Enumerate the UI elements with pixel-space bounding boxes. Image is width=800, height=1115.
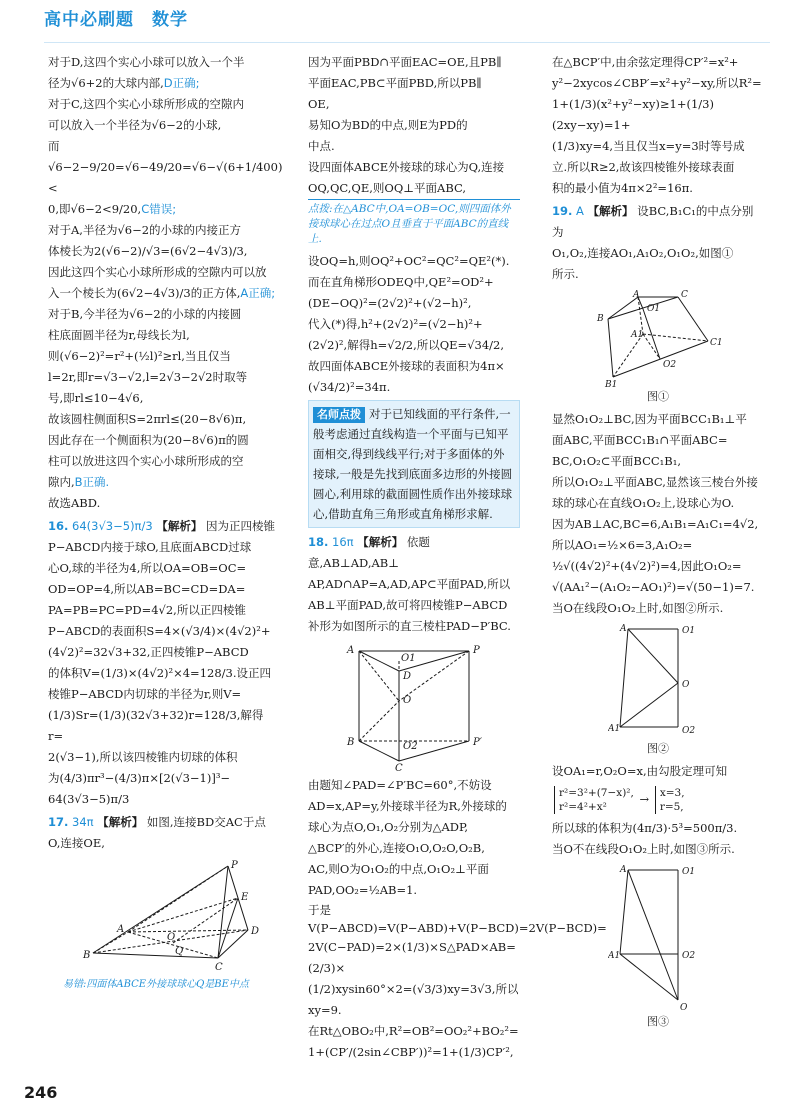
- figure-q17: [63, 858, 263, 991]
- text-line: 而在直角梯形ODEQ中,QE²=OD²+: [308, 275, 494, 289]
- text-line: ½√((4√2)²+(4√2)²)=4,因此O₁O₂=: [552, 559, 742, 573]
- arrow: →: [639, 792, 650, 806]
- analysis-tag: 【解析】: [587, 204, 634, 218]
- figure-1: [593, 289, 723, 405]
- equation-system: [552, 784, 764, 816]
- label-B: B: [83, 950, 91, 961]
- label-D: D: [403, 671, 412, 682]
- text-line: 立.所以R≥2,故该四棱锥外接球表面: [552, 160, 735, 174]
- label-A1: A1: [608, 724, 621, 734]
- text-line: (DE−OQ)²=(2√2)²+(√2−h)²,: [308, 296, 472, 310]
- question-number: 16.: [48, 519, 69, 533]
- text-line: 对于C,这四个实心小球所形成的空隙内: [48, 97, 245, 111]
- label-O: O: [682, 680, 690, 690]
- text-line: 而√6−2−9/20=√6−49/20=√6−√(6+1/400)<: [48, 139, 283, 195]
- label-O: O: [167, 932, 176, 943]
- q17-head: 17. 34π 【解析】 如图,连接BD交AC于点: [48, 815, 266, 829]
- text-line: △BCP′的外心,连接O₁O,O₂O,O₂B,: [308, 841, 485, 855]
- text-line: P−ABCD内接于球O,且底面ABCD过球: [48, 540, 252, 554]
- text-line: 64(3√3−5)π/3: [48, 792, 130, 806]
- hint-note: 点拨:在△ABC中,OA=OB=OC,则四面体外接球球心在过点O且垂直于平面ABC的直线上.: [308, 203, 511, 245]
- text-line: 故四面体ABCE外接球的表面积为4π×: [308, 359, 505, 373]
- label-D: D: [251, 926, 260, 937]
- text-line: AB⊥平面PAD,故可将四棱锥P−ABCD: [308, 598, 508, 612]
- label-P-prime: P′: [473, 737, 482, 748]
- label-C1: C1: [710, 338, 723, 348]
- text-line: 显然O₁O₂⊥BC,因为平面BCC₁B₁⊥平: [552, 412, 747, 426]
- system-right: x=3, r=5,: [655, 786, 685, 814]
- question-number: 18.: [308, 535, 329, 549]
- analysis-tag: 【解析】: [97, 815, 144, 829]
- answer: 64(3√3−5)π/3: [72, 519, 153, 533]
- expert-tip-text: 对于已知线面的平行条件,一般考虑通过直线构造一个平面与已知平面相交,得到线线平行;对于多面体的外接球,一般是先找到底面多边形的外接圆圆心,利用球的截面圆性质作出外接球球心,借助直角三角形或直角梯形求解.: [313, 407, 513, 521]
- system-left: r²=3²+(7−x)², r²=4²+x²: [554, 786, 634, 814]
- label-O1: O1: [682, 626, 696, 636]
- text-line: P−ABCD的表面积S=4×(√3/4)×(4√2)²+: [48, 624, 271, 638]
- text-line: 号,即rl≤10−4√6,: [48, 391, 144, 405]
- text-line: 设四面体ABCE外接球的球心为Q,连接: [308, 160, 505, 174]
- text-line: 代入(*)得,h²+(2√2)²=(√2−h)²+: [308, 317, 483, 331]
- expert-tip-box: [308, 400, 520, 528]
- text-line: 因此这四个实心小球所形成的空隙内可以放: [48, 265, 267, 279]
- text-line: O,连接OE,: [48, 836, 105, 850]
- label-A: A: [347, 645, 355, 656]
- text-line: PAD,OO₂=½AB=1.: [308, 883, 418, 897]
- figure-q18: [339, 641, 489, 771]
- text-line: OD=OP=4,所以AB=BC=CD=DA=: [48, 582, 246, 596]
- text-line: 补形为如图所示的直三棱柱PAD−P′BC.: [308, 619, 511, 633]
- q19-head: 19. A 【解析】 设BC,B₁C₁的中点分别为: [552, 204, 754, 239]
- analysis-tag: 【解析】: [156, 519, 203, 533]
- text-line: 柱底面圆半径为r,母线长为l,: [48, 328, 190, 342]
- label-A: A: [620, 865, 627, 875]
- analysis-tag: 【解析】: [357, 535, 404, 549]
- label-B: B: [597, 314, 604, 324]
- text-line: √(AA₁²−(A₁O₂−AO₁)²)=√(50−1)=7.: [552, 580, 755, 594]
- text-line: l=2r,即r=√3−√2,l=2√3−2√2时取等: [48, 370, 248, 384]
- text-line: 体棱长为2(√6−2)/√3=(6√2−4√3)/3,: [48, 244, 248, 258]
- book-title: 高中必刷题 数学: [44, 10, 188, 30]
- answer: A: [576, 204, 584, 218]
- text-line: y²−2xycos∠CBP′=x²+y²−xy,所以R²=: [552, 76, 762, 90]
- label-O: O: [403, 695, 412, 706]
- label-A: A: [117, 924, 125, 935]
- text-line: 因为平面PBD∩平面EAC=OE,且PB∥: [308, 55, 502, 69]
- figure-2: [608, 623, 708, 757]
- text-line: 因为AB⊥AC,BC=6,A₁B₁=A₁C₁=4√2,: [552, 517, 759, 531]
- text-line: 入一个棱长为(6√2−4√3)/3的正方体,A正确;: [48, 286, 276, 300]
- label-E: E: [241, 892, 249, 903]
- figure-3: [608, 864, 708, 1030]
- text-line: 可以放入一个半径为√6−2的小球,: [48, 118, 222, 132]
- text-line: 面ABC,平面BCC₁B₁∩平面ABC=: [552, 433, 728, 447]
- text-line: 在△BCP′中,由余弦定理得CP′²=x²+: [552, 55, 739, 69]
- text-line: PA=PB=PC=PD=4√2,所以正四棱锥: [48, 603, 246, 617]
- question-number: 19.: [552, 204, 573, 218]
- label-P: P: [473, 645, 480, 656]
- text-line: 棱锥P−ABCD内切球的半径为r,则V=: [48, 687, 242, 701]
- figure-caption: 图③: [647, 1015, 669, 1028]
- label-C: C: [681, 290, 688, 300]
- text-line: 中点.: [308, 139, 335, 153]
- conclusion: 故选ABD.: [48, 496, 101, 510]
- text-line: AP,AD∩AP=A,AD,AP⊂平面PAD,所以: [308, 577, 511, 591]
- text-line: 为(4/3)πr³−(4/3)π×[2(√3−1)]³−: [48, 771, 231, 785]
- label-O1: O1: [401, 653, 416, 664]
- text-line: 设OQ=h,则OQ²+OC²=QC²=QE²(*).: [308, 254, 510, 268]
- column-right: [552, 52, 764, 1034]
- text-line: 积的最小值为4π×2²=16π.: [552, 181, 693, 195]
- text-line: 平面EAC,PB⊂平面PBD,所以PB∥: [308, 76, 482, 90]
- q18-head: 18. 16π 【解析】 依题意,AB⊥AD,AB⊥: [308, 535, 430, 570]
- text-line: AD=x,AP=y,外接球半径为R,外接球的: [308, 799, 507, 813]
- answer: 34π: [72, 815, 94, 829]
- text-line: 所以AO₁=½×6=3,A₁O₂=: [552, 538, 693, 552]
- text-line: 2V(C−PAD)=2×(1/3)×S△PAD×AB=(2/3)×: [308, 940, 516, 975]
- label-B1: B1: [605, 380, 618, 389]
- label-O1: O1: [682, 867, 696, 877]
- text-line: AC,则O为O₁O₂的中点,O₁O₂⊥平面: [308, 862, 489, 876]
- label-Q: Q: [175, 946, 184, 957]
- text-line: (1/3)xy=4,当且仅当x=y=3时等号成: [552, 139, 745, 153]
- frustum-diagram: [593, 289, 723, 389]
- text-line: 由题知∠PAD=∠P′BC=60°,不妨设: [308, 778, 492, 792]
- text-line: 径为√6+2的大球内部,D正确;: [48, 76, 200, 90]
- header-rule: [44, 42, 770, 43]
- text-line: 对于A,半径为√6−2的小球的内接正方: [48, 223, 242, 237]
- text-line: (1/2)xysin60°×2=(√3/3)xy=3√3,所以xy=9.: [308, 982, 519, 1017]
- pyramid-diagram: [63, 858, 263, 978]
- text-line: 对于B,今半径为√6−2的小球的内接圆: [48, 307, 242, 321]
- expert-tip-tag: 名师点拨: [313, 407, 365, 423]
- label-C: C: [395, 763, 403, 771]
- figure-caption: 图①: [647, 390, 669, 403]
- label-O: O: [680, 1003, 688, 1013]
- text-line: 1+(1/3)(x²+y²−xy)≥1+(1/3)(2xy−xy)=1+: [552, 97, 714, 132]
- option-verdict: A正确;: [240, 286, 276, 300]
- text-line: 对于D,这四个实心小球可以放入一个半: [48, 55, 245, 69]
- figure-caption: 图②: [647, 742, 669, 755]
- text-line: 0,即√6−2<9/20,C错误;: [48, 202, 177, 216]
- text-line: 于是V(P−ABCD)=V(P−ABD)+V(P−BCD)=2V(P−BCD)=: [308, 903, 607, 935]
- text-line: 故该圆柱侧面积S=2πrl≤(20−8√6)π,: [48, 412, 247, 426]
- text-line: 所以O₁O₂⊥平面ABC,显然该三棱台外接: [552, 475, 758, 489]
- text-line: 当O在线段O₁O₂上时,如图②所示.: [552, 601, 724, 615]
- text-line: 当O不在线段O₁O₂上时,如图③所示.: [552, 842, 735, 856]
- option-verdict: D正确;: [163, 76, 200, 90]
- label-A: A: [633, 290, 640, 300]
- text-line: 所示.: [552, 267, 579, 281]
- text-line: (1/3)Sr=(1/3)(32√3+32)r=128/3,解得r=: [48, 708, 264, 743]
- label-P: P: [231, 860, 238, 871]
- prism-diagram: [339, 641, 489, 771]
- text-line: 球心为点O,O₁,O₂分别为△ADP,: [308, 820, 469, 834]
- label-A1: A1: [631, 330, 644, 340]
- label-O1: O1: [647, 304, 661, 314]
- text-line: 易知O为BD的中点,则E为PD的: [308, 118, 468, 132]
- text-line: 在Rt△OBO₂中,R²=OB²=OO₂²+BO₂²=: [308, 1024, 519, 1038]
- option-verdict: B正确.: [74, 475, 110, 489]
- cross-section-diagram-2: [608, 623, 708, 741]
- label-O2: O2: [403, 741, 418, 752]
- q16-head: 16. 64(3√3−5)π/3 【解析】 因为正四棱锥: [48, 519, 275, 533]
- label-A1: A1: [608, 951, 621, 961]
- text-line: 心O,球的半径为4,所以OA=OB=OC=: [48, 561, 247, 575]
- text-line: 2(√3−1),所以该四棱锥内切球的体积: [48, 750, 238, 764]
- column-left: [48, 52, 283, 995]
- text-line: O₁,O₂,连接AO₁,A₁O₂,O₁O₂,如图①: [552, 246, 734, 260]
- text-line: OE,: [308, 97, 330, 111]
- text-line: 的体积V=(1/3)×(4√2)²×4=128/3.设正四: [48, 666, 271, 680]
- option-verdict: C错误;: [141, 202, 177, 216]
- label-C: C: [215, 962, 223, 973]
- text-line: 因此存在一个侧面积为(20−8√6)π的圆: [48, 433, 249, 447]
- answer: 16π: [332, 535, 354, 549]
- text-line: OQ,QC,QE,则OQ⊥平面ABC,: [308, 178, 520, 200]
- text-line: 隙内,B正确.: [48, 475, 110, 489]
- text-line: 柱可以放进这四个实心小球所形成的空: [48, 454, 244, 468]
- label-O2: O2: [663, 360, 677, 370]
- label-O2: O2: [682, 951, 696, 961]
- figure-note: 易错:四面体ABCE外接球球心Q是BE中点: [63, 979, 249, 990]
- text-line: 设OA₁=r,O₂O=x,由勾股定理可知: [552, 764, 728, 778]
- text-line: (√34/2)²=34π.: [308, 380, 391, 394]
- text-line: 球的球心在直线O₁O₂上,设球心为O.: [552, 496, 735, 510]
- label-O2: O2: [682, 726, 696, 736]
- page-number: 246: [24, 1083, 58, 1102]
- text-line: 则(√6−2)²=r²+(½l)²≥rl,当且仅当: [48, 349, 231, 363]
- cross-section-diagram-3: [608, 864, 708, 1014]
- text-line: 1+(CP′/(2sin∠CBP′))²=1+(1/3)CP′²,: [308, 1045, 514, 1059]
- page-header: [0, 0, 800, 50]
- label-A: A: [620, 624, 627, 634]
- text-line: (4√2)²=32√3+32,正四棱锥P−ABCD: [48, 645, 249, 659]
- text-line: 所以球的体积为(4π/3)·5³=500π/3.: [552, 821, 738, 835]
- label-B: B: [347, 737, 355, 748]
- text-line: BC,O₁O₂⊂平面BCC₁B₁,: [552, 454, 682, 468]
- question-number: 17.: [48, 815, 69, 829]
- text-line: (2√2)²,解得h=√2/2,所以QE=√34/2,: [308, 338, 504, 352]
